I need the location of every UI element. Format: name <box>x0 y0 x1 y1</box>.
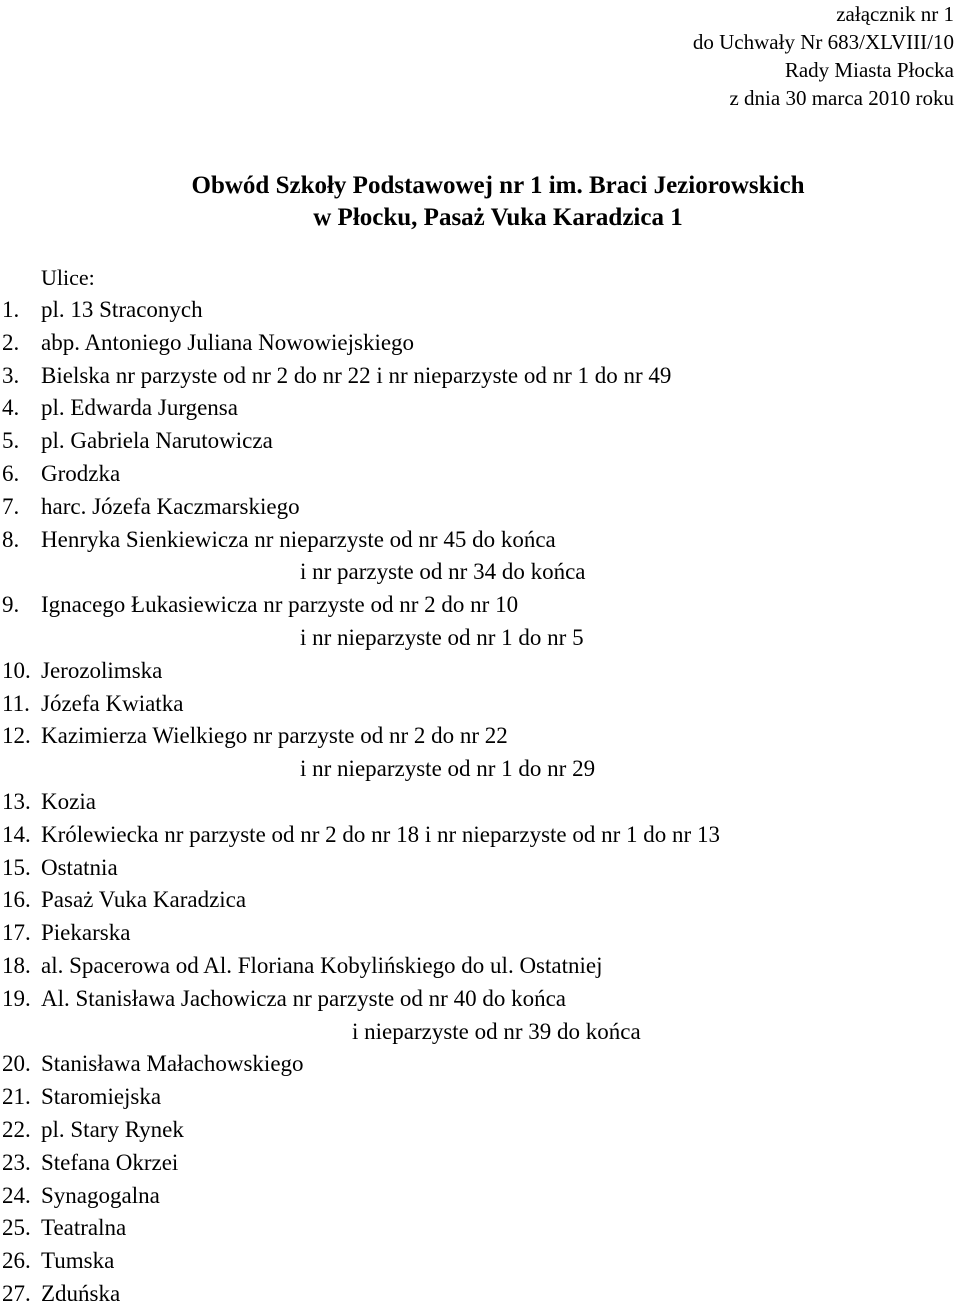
street-item <box>0 656 960 689</box>
street-item <box>0 295 960 328</box>
street-item <box>0 1181 960 1214</box>
street-name: Kazimierza Wielkiego nr parzyste od nr 2 do nr 22 <box>41 723 508 749</box>
street-name: Stefana Okrzei <box>41 1149 179 1175</box>
street-item <box>0 1279 960 1312</box>
street-continuation: i nr nieparzyste od nr 1 do nr 29 <box>300 756 596 782</box>
resolution-number: do Uchwały Nr 683/XLVIII/10 <box>692 30 954 54</box>
street-number: 16. <box>2 887 31 913</box>
street-item <box>0 951 960 984</box>
street-number: 12. <box>2 723 31 749</box>
street-name: pl. Gabriela Narutowicza <box>41 428 273 454</box>
street-number: 18. <box>2 952 31 978</box>
street-name: Grodzka <box>41 460 121 486</box>
street-name: Bielska nr parzyste od nr 2 do nr 22 i nr nieparzyste od nr 1 do nr 49 <box>41 362 672 388</box>
document-title <box>0 170 960 234</box>
street-item <box>0 525 960 591</box>
street-item <box>0 590 960 656</box>
attachment-label: załącznik nr 1 <box>836 2 954 26</box>
street-continuation: i nr parzyste od nr 34 do końca <box>300 559 586 585</box>
street-item <box>0 885 960 918</box>
street-name: pl. Edwarda Jurgensa <box>41 395 238 421</box>
street-number: 22. <box>2 1116 31 1142</box>
street-number: 19. <box>2 985 31 1011</box>
street-continuation: i nieparzyste od nr 39 do końca <box>352 1018 641 1044</box>
street-name: Piekarska <box>41 920 131 946</box>
street-item <box>0 918 960 951</box>
street-number: 26. <box>2 1248 31 1274</box>
street-item <box>0 328 960 361</box>
street-number: 14. <box>2 821 31 847</box>
street-name: Al. Stanisława Jachowicza nr parzyste od nr 40 do końca <box>41 985 567 1011</box>
street-number: 8. <box>2 526 20 552</box>
street-number: 20. <box>2 1051 31 1077</box>
street-name: Ostatnia <box>41 854 118 880</box>
street-continuation: i nr nieparzyste od nr 1 do nr 5 <box>300 624 584 650</box>
street-number: 27. <box>2 1280 31 1306</box>
attachment-header <box>693 0 954 112</box>
street-item <box>0 1115 960 1148</box>
street-name: al. Spacerowa od Al. Floriana Kobylińskiego do ul. Ostatniej <box>41 952 603 978</box>
street-item <box>0 459 960 492</box>
street-number: 24. <box>2 1182 31 1208</box>
street-number: 17. <box>2 920 31 946</box>
council-name: Rady Miasta Płocka <box>784 58 954 82</box>
street-number: 21. <box>2 1084 31 1110</box>
streets-label: Ulice: <box>41 265 95 290</box>
street-item <box>0 426 960 459</box>
street-name: Teatralna <box>41 1215 127 1241</box>
street-name: Stanisława Małachowskiego <box>41 1051 304 1077</box>
street-number: 4. <box>2 395 20 421</box>
street-item <box>0 787 960 820</box>
street-name: Królewiecka nr parzyste od nr 2 do nr 18 i nr nieparzyste od nr 1 do nr 13 <box>41 821 720 847</box>
street-item <box>0 1148 960 1181</box>
street-name: Józefa Kwiatka <box>41 690 184 716</box>
street-name: Zduńska <box>41 1280 121 1306</box>
street-item <box>0 820 960 853</box>
street-item <box>0 1246 960 1279</box>
street-name: pl. Stary Rynek <box>41 1116 184 1142</box>
street-number: 1. <box>2 297 20 322</box>
street-number: 23. <box>2 1149 31 1175</box>
street-name: Staromiejska <box>41 1084 162 1110</box>
street-number: 7. <box>2 493 20 519</box>
street-item <box>0 361 960 394</box>
street-item <box>0 689 960 722</box>
street-item <box>0 1049 960 1082</box>
title-line-2: w Płocku, Pasaż Vuka Karadzica 1 <box>313 204 683 231</box>
street-name: Synagogalna <box>41 1182 160 1208</box>
street-name: Kozia <box>41 788 96 814</box>
street-name: Jerozolimska <box>41 657 163 683</box>
street-item <box>0 1082 960 1115</box>
resolution-date: z dnia 30 marca 2010 roku <box>729 86 954 110</box>
street-number: 5. <box>2 428 20 454</box>
street-item <box>0 393 960 426</box>
street-number: 6. <box>2 460 20 486</box>
street-number: 13. <box>2 788 31 814</box>
street-list <box>0 295 960 1312</box>
street-name: pl. 13 Straconych <box>41 297 203 322</box>
street-number: 25. <box>2 1215 31 1241</box>
street-number: 9. <box>2 592 20 618</box>
street-item <box>0 1213 960 1246</box>
street-number: 2. <box>2 329 20 355</box>
street-name: Tumska <box>41 1248 115 1274</box>
street-item <box>0 984 960 1050</box>
title-line-1: Obwód Szkoły Podstawowej nr 1 im. Braci Jeziorowskich <box>191 172 805 199</box>
street-number: 10. <box>2 657 31 683</box>
street-item <box>0 492 960 525</box>
street-item <box>0 721 960 787</box>
street-name: Ignacego Łukasiewicza nr parzyste od nr 2 do nr 10 <box>41 592 519 618</box>
street-name: Pasaż Vuka Karadzica <box>41 887 247 913</box>
street-name: Henryka Sienkiewicza nr nieparzyste od nr 45 do końca <box>41 526 556 552</box>
street-number: 11. <box>2 690 30 716</box>
street-name: harc. Józefa Kaczmarskiego <box>41 493 300 519</box>
street-name: abp. Antoniego Juliana Nowowiejskiego <box>41 329 415 355</box>
street-item <box>0 853 960 886</box>
street-number: 15. <box>2 854 31 880</box>
street-number: 3. <box>2 362 20 388</box>
